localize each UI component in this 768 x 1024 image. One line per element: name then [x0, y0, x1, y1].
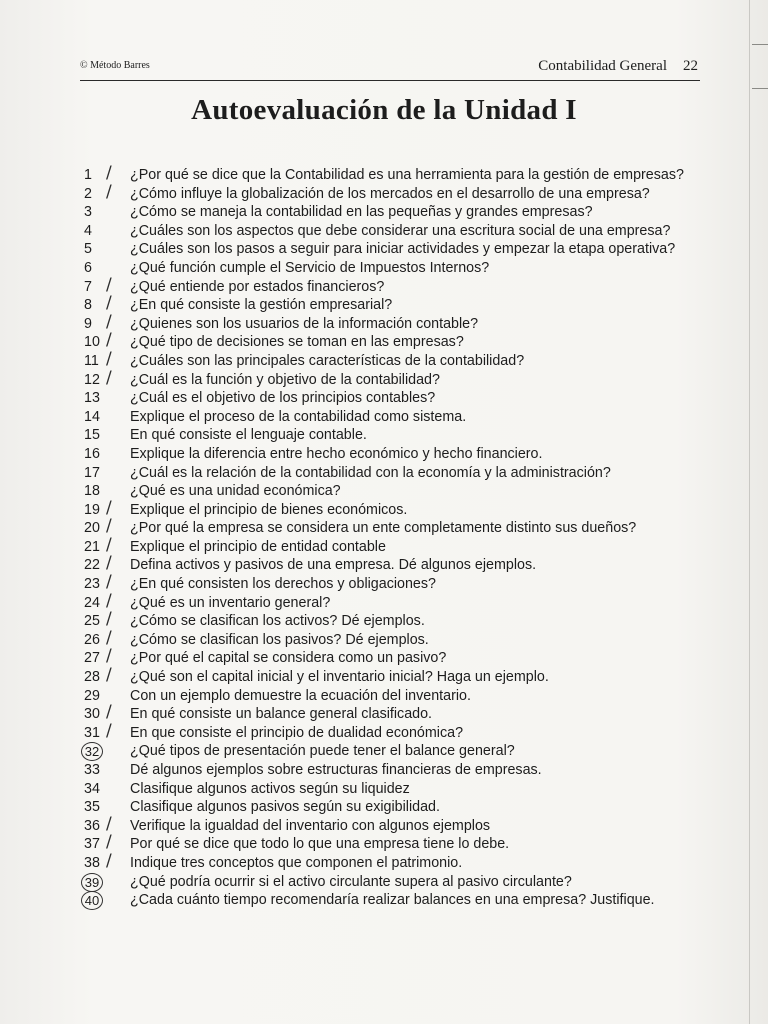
question-number: 37: [84, 836, 100, 853]
question-number: 6: [84, 259, 92, 276]
question-item: [84, 497, 724, 520]
question-number: 32: [81, 742, 103, 761]
question-number: 4: [84, 222, 92, 239]
question-number: 25: [84, 613, 100, 630]
question-number: 33: [84, 762, 100, 778]
question-item: [84, 832, 724, 854]
question-item: [84, 798, 724, 817]
question-number: 39: [81, 873, 103, 892]
question-number: 35: [84, 799, 100, 816]
check-mark-icon: /: [106, 330, 112, 351]
question-text: Clasifique algunos activos según su liquidez: [130, 780, 410, 797]
question-number: 20: [84, 520, 100, 537]
question-text: ¿Cómo se clasifican los activos? Dé ejemplos.: [130, 613, 425, 630]
question-item: [84, 850, 724, 873]
question-text: ¿Quienes son los usuarios de la información contable?: [130, 315, 479, 332]
question-number: 22: [84, 557, 100, 574]
check-mark-icon: /: [106, 572, 112, 593]
check-mark-icon: /: [106, 665, 112, 686]
question-number: 24: [84, 594, 100, 611]
check-mark-icon: /: [106, 516, 112, 537]
question-number: 8: [84, 297, 92, 314]
page-edge-tick: [752, 44, 768, 45]
question-item: [84, 293, 724, 315]
check-mark-icon: /: [106, 850, 112, 871]
question-item: [84, 553, 724, 575]
question-text: Indique tres conceptos que componen el patrimonio.: [130, 854, 463, 871]
question-number: 12: [84, 371, 100, 388]
question-text: Explique el principio de entidad contable: [130, 538, 386, 555]
page-edge-line: [749, 0, 750, 1024]
question-item: [84, 163, 724, 185]
question-text: Clasifique algunos pasivos según su exigibilidad.: [130, 799, 440, 816]
question-item: [84, 702, 724, 724]
check-mark-icon: /: [106, 348, 112, 369]
question-number: 28: [84, 669, 100, 686]
question-item: [84, 330, 724, 352]
check-mark-icon: /: [106, 274, 112, 295]
question-text: En que consiste el principio de dualidad económica?: [130, 724, 464, 741]
question-number: 15: [84, 427, 100, 444]
question-text: Verifique la igualdad del inventario con algunos ejemplos: [130, 817, 491, 834]
check-mark-icon: /: [106, 720, 112, 741]
question-item: [84, 181, 724, 204]
question-number: 13: [84, 390, 100, 407]
question-number: 5: [84, 241, 92, 258]
question-number: 14: [84, 408, 100, 425]
question-text: ¿Qué tipos de presentación puede tener el balance general?: [130, 743, 515, 760]
question-item: [84, 742, 724, 761]
question-text: ¿Cuál es el objetivo de los principios contables?: [130, 390, 436, 407]
question-number: 11: [84, 352, 99, 369]
question-number: 3: [84, 204, 92, 221]
question-number: 30: [84, 706, 100, 723]
question-number: 16: [84, 445, 100, 462]
check-mark-icon: /: [106, 590, 112, 611]
question-item: [84, 534, 724, 557]
question-text: ¿Qué podría ocurrir si el activo circulante supera al pasivo circulante?: [130, 873, 572, 890]
question-number: 21: [84, 538, 100, 555]
page-edge-tick: [752, 88, 768, 89]
question-number: 31: [84, 724, 100, 741]
question-item: [84, 445, 724, 464]
question-item: [84, 873, 724, 892]
question-item: [84, 813, 724, 836]
question-text: Con un ejemplo demuestre la ecuación del inventario.: [130, 687, 471, 704]
header-copyright: © Método Barres: [80, 60, 150, 71]
check-mark-icon: /: [106, 832, 112, 853]
question-number: 23: [84, 576, 100, 593]
question-item: [84, 482, 724, 501]
question-item: [84, 408, 724, 427]
question-text: ¿Cómo se clasifican los pasivos? Dé ejemplos.: [130, 631, 429, 648]
question-text: ¿Qué es un inventario general?: [130, 594, 331, 611]
question-number: 40: [81, 891, 103, 910]
question-item: [84, 259, 724, 278]
check-mark-icon: /: [106, 311, 112, 332]
check-mark-icon: /: [106, 646, 112, 667]
page-header: [80, 56, 700, 81]
question-item: [84, 761, 724, 780]
check-mark-icon: /: [106, 367, 112, 388]
check-mark-icon: /: [106, 609, 112, 630]
question-number: 18: [84, 483, 100, 500]
page-title: Autoevaluación de la Unidad I: [191, 94, 577, 126]
question-item: [84, 274, 724, 297]
question-text: Por qué se dice que todo lo que una empresa tiene lo debe.: [130, 836, 510, 853]
check-mark-icon: /: [106, 813, 112, 834]
question-text: ¿Cuáles son las principales características de la contabilidad?: [130, 352, 525, 369]
question-text: ¿Cuáles son los pasos a seguir para iniciar actividades y empezar la etapa operativa?: [130, 241, 676, 258]
question-text: En qué consiste el lenguaje contable.: [130, 427, 367, 444]
question-text: En qué consiste un balance general clasificado.: [130, 706, 433, 723]
question-number: 2: [84, 185, 92, 202]
question-number: 38: [84, 854, 100, 871]
question-item: [84, 222, 724, 241]
question-item: [84, 590, 724, 613]
question-number: 7: [84, 278, 92, 295]
question-text: ¿Cuál es la función y objetivo de la contabilidad?: [130, 371, 440, 388]
page-number: 22: [683, 58, 698, 74]
question-item: [84, 311, 724, 334]
question-number: 17: [84, 464, 100, 481]
check-mark-icon: /: [106, 181, 112, 202]
question-item: [84, 348, 724, 371]
question-text: Explique el principio de bienes económicos.: [130, 501, 408, 518]
check-mark-icon: /: [106, 702, 112, 723]
question-text: ¿En qué consisten los derechos y obligaciones?: [130, 576, 436, 593]
question-text: ¿Qué son el capital inicial y el inventario inicial? Haga un ejemplo.: [130, 669, 549, 686]
question-item: [84, 627, 724, 650]
question-number: 34: [84, 780, 100, 797]
check-mark-icon: /: [106, 534, 112, 555]
question-text: Explique el proceso de la contabilidad como sistema.: [130, 408, 467, 425]
question-text: ¿Cómo influye la globalización de los mercados en el desarrollo de una empresa?: [130, 185, 650, 202]
question-number: 27: [84, 650, 100, 667]
question-text: ¿Cómo se maneja la contabilidad en las pequeñas y grandes empresas?: [130, 204, 593, 221]
question-text: Explique la diferencia entre hecho económico y hecho financiero.: [130, 445, 543, 462]
question-item: [84, 891, 724, 910]
question-number: 9: [84, 315, 92, 332]
question-item: [84, 240, 724, 259]
question-text: ¿En qué consiste la gestión empresarial?: [130, 297, 393, 314]
question-item: [84, 572, 724, 594]
check-mark-icon: /: [106, 163, 112, 183]
question-text: ¿Qué tipo de decisiones se toman en las empresas?: [130, 334, 464, 351]
question-item: [84, 367, 724, 390]
question-text: ¿Qué entiende por estados financieros?: [130, 278, 385, 295]
question-number: 19: [84, 501, 100, 518]
question-number: 26: [84, 631, 100, 648]
question-text: ¿Qué función cumple el Servicio de Impuestos Internos?: [130, 259, 490, 276]
question-item: [84, 609, 724, 631]
question-text: ¿Cuál es la relación de la contabilidad con la economía y la administración?: [130, 464, 611, 481]
check-mark-icon: /: [106, 627, 112, 648]
check-mark-icon: /: [106, 553, 112, 574]
question-number: 1: [84, 167, 92, 183]
question-text: Defina activos y pasivos de una empresa. Dé algunos ejemplos.: [130, 557, 537, 574]
question-item: [84, 389, 724, 408]
question-item: [84, 687, 724, 706]
question-text: Dé algunos ejemplos sobre estructuras financieras de empresas.: [130, 762, 542, 778]
question-item: [84, 646, 724, 668]
question-item: [84, 780, 724, 799]
question-item: [84, 720, 724, 743]
header-book-title: [538, 58, 698, 75]
question-item: [84, 464, 724, 483]
header-subject: Contabilidad General: [538, 58, 667, 74]
question-item: [84, 665, 724, 687]
check-mark-icon: /: [106, 293, 112, 314]
question-item: [84, 203, 724, 222]
question-number: 10: [84, 334, 100, 351]
question-text: ¿Cuáles son los aspectos que debe considerar una escritura social de una empresa?: [130, 222, 671, 239]
question-text: ¿Cada cuánto tiempo recomendaría realizar balances en una empresa? Justifique.: [130, 892, 655, 909]
question-list: [84, 163, 724, 910]
question-text: ¿Por qué el capital se considera como un pasivo?: [130, 650, 447, 667]
question-item: [84, 516, 724, 538]
question-number: 29: [84, 687, 100, 704]
question-item: [84, 426, 724, 445]
question-text: ¿Por qué se dice que la Contabilidad es una herramienta para la gestión de empresas?: [130, 167, 684, 183]
question-number: 36: [84, 817, 100, 834]
check-mark-icon: /: [106, 497, 112, 518]
question-text: ¿Qué es una unidad económica?: [130, 483, 341, 500]
question-text: ¿Por qué la empresa se considera un ente completamente distinto sus dueños?: [130, 520, 637, 537]
